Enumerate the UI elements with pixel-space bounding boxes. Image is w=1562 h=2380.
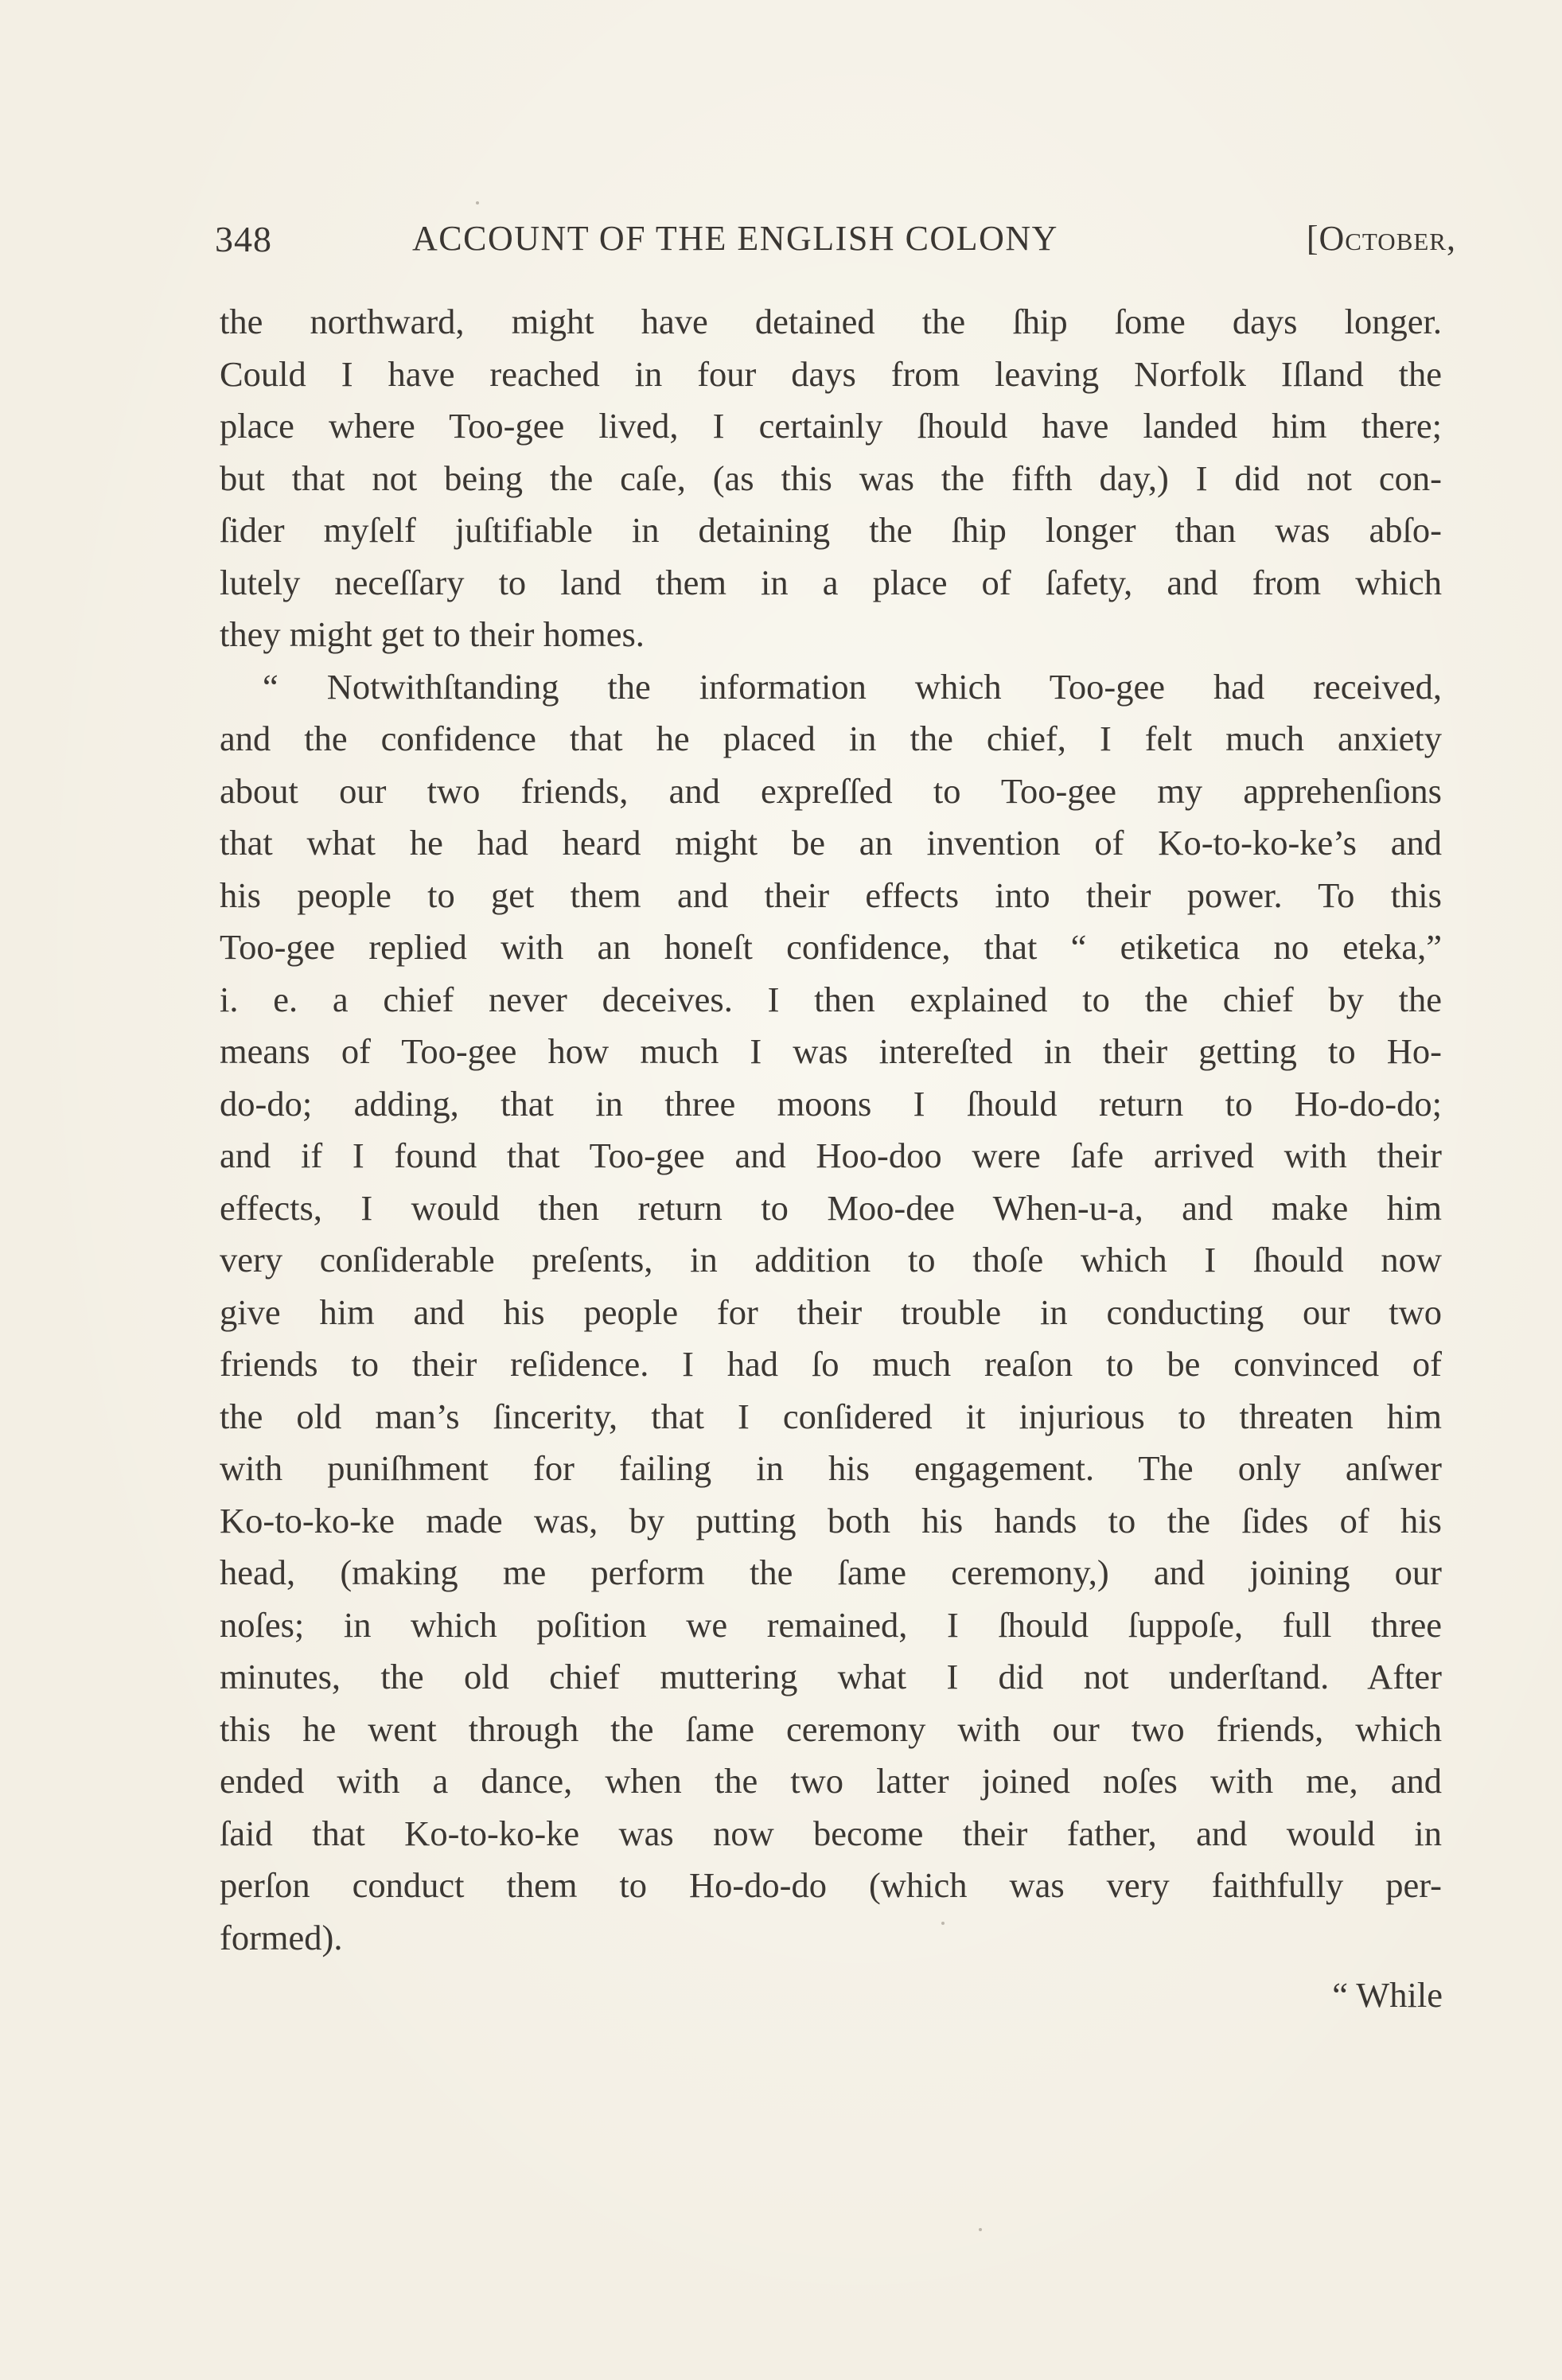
body-text (220, 296, 1442, 1964)
text-line: the old man’s ſincerity, that I conſidered it injurious to threaten him (220, 1396, 1442, 1436)
text-line: that what he had heard might be an invention of Ko-to-ko-ke’s and (220, 823, 1442, 863)
text-line: “ Notwithſtanding the information which Too-gee had received, (263, 666, 1442, 707)
paper-speck (941, 1922, 945, 1925)
text-line: and if I found that Too-gee and Hoo-doo were ſafe arrived with their (220, 1135, 1442, 1175)
running-title: ACCOUNT OF THE ENGLISH COLONY (412, 219, 1058, 258)
text-line: noſes; in which poſition we remained, I ſhould ſuppoſe, full three (220, 1604, 1442, 1645)
text-line: i. e. a chief never deceives. I then explained to the chief by the (220, 979, 1442, 1019)
text-line: minutes, the old chief muttering what I did not underſtand. After (220, 1657, 1442, 1696)
text-line: means of Too-gee how much I was intereſted in their getting to Ho- (220, 1031, 1442, 1071)
text-line: ſider myſelf juſtifiable in detaining the ſhip longer than was abſo- (220, 510, 1442, 550)
catchword: “ While (1332, 1975, 1443, 2015)
text-line: ended with a dance, when the two latter joined noſes with me, and (220, 1761, 1442, 1801)
running-header (215, 215, 1456, 279)
text-line: do-do; adding, that in three moons I ſhould return to Ho-do-do; (220, 1083, 1442, 1124)
text-line: with puniſhment for failing in his engagement. The only anſwer (220, 1448, 1442, 1488)
text-line: lutely neceſſary to land them in a place of ſafety, and from which (220, 562, 1442, 602)
running-month: [October, (1306, 219, 1456, 258)
text-line: Could I have reached in four days from leaving Norfolk Iſland the (220, 353, 1442, 394)
text-line: but that not being the caſe, (as this was the fifth day,) I did not con- (220, 458, 1442, 498)
text-line: effects, I would then return to Moo-dee When-u-a, and make him (220, 1187, 1442, 1228)
text-line: place where Too-gee lived, I certainly ſhould have landed him there; (220, 406, 1442, 446)
text-line: his people to get them and their effects into their power. To this (220, 874, 1442, 915)
text-line: this he went through the ſame ceremony with our two friends, which (220, 1708, 1442, 1749)
text-line: give him and his people for their trouble in conducting our two (220, 1291, 1442, 1332)
text-line: the northward, might have detained the ſhip ſome days longer. (220, 302, 1442, 341)
paper-speck (979, 2228, 982, 2231)
text-line: they might get to their homes. (220, 614, 645, 654)
text-line: head, (making me perform the ſame ceremony,) and joining our (220, 1552, 1442, 1592)
text-line: about our two friends, and expreſſed to Too-gee my apprehenſions (220, 770, 1442, 811)
text-line: friends to their reſidence. I had ſo much reaſon to be convinced of (220, 1344, 1442, 1384)
text-line: perſon conduct them to Ho-do-do (which was very faithfully per- (220, 1865, 1442, 1905)
text-line: Too-gee replied with an honeſt confidence, that “ etiketica no eteka,” (220, 927, 1442, 967)
text-line: and the confidence that he placed in the chief, I felt much anxiety (220, 719, 1442, 758)
page-number: 348 (215, 219, 272, 259)
text-line: formed). (220, 1917, 343, 1957)
text-line: very conſiderable preſents, in addition to thoſe which I ſhould now (220, 1240, 1442, 1280)
text-line: ſaid that Ko-to-ko-ke was now become their father, and would in (220, 1813, 1442, 1853)
paper-speck (476, 201, 479, 205)
text-line: Ko-to-ko-ke made was, by putting both his hands to the ſides of his (220, 1500, 1442, 1541)
